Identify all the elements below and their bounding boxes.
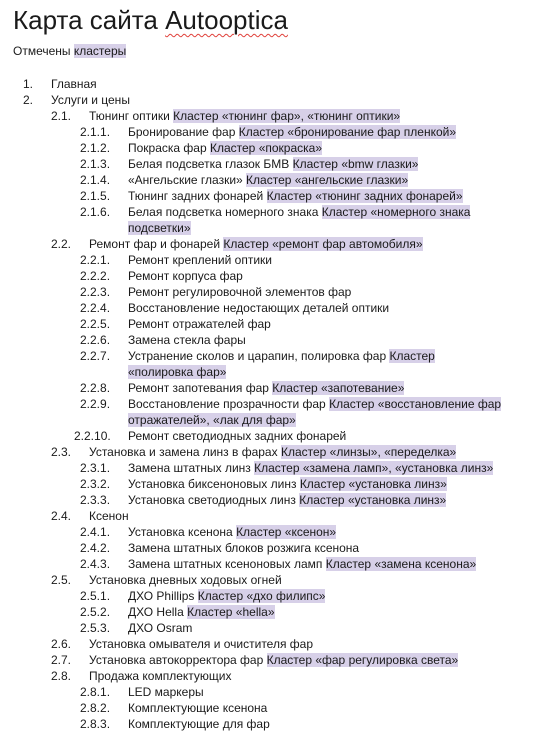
outline-item-number: 2.2.8. — [80, 381, 111, 395]
outline-item — [0, 380, 542, 396]
outline-item-number: 2.1.2. — [80, 141, 111, 155]
outline-item — [0, 588, 542, 604]
cluster-highlight: подсветки» — [128, 221, 191, 235]
outline-item-text — [128, 140, 322, 156]
outline-item-text — [128, 316, 271, 332]
outline-item-text — [89, 572, 282, 588]
outline-item-label: Ремонт фар и фонарей — [89, 237, 221, 251]
outline-item-label: Ремонт корпуса фар — [128, 269, 243, 283]
outline-item-number: 2.1.4. — [80, 173, 111, 187]
outline-item-text — [128, 332, 246, 348]
outline-item — [0, 652, 542, 668]
outline-item-text — [128, 284, 351, 300]
outline-item-label: Бронирование фар — [128, 125, 236, 139]
outline-item — [0, 252, 542, 268]
outline-item-label: Установка омывателя и очистителя фар — [89, 637, 314, 651]
outline-item-text — [128, 348, 435, 364]
outline-item — [0, 572, 542, 588]
outline-item — [0, 556, 542, 572]
outline-item-number: 2.5. — [51, 573, 72, 587]
outline-item-text — [128, 588, 325, 604]
outline-item-number: 2.1.3. — [80, 157, 111, 171]
outline-item-number: 2.1. — [51, 109, 72, 123]
outline-item-number: 2.3.1. — [80, 461, 111, 475]
outline-item-number: 2.8. — [51, 669, 72, 683]
outline-item-text — [128, 620, 192, 636]
outline-item — [0, 284, 542, 300]
outline-item-label: Установка автокорректора фар — [89, 653, 264, 667]
outline-item — [0, 460, 542, 476]
outline-item-label: Замена штатных ксеноновых ламп — [128, 557, 323, 571]
outline-item — [0, 76, 542, 92]
cluster-highlight: Кластер «тюнинг задних фонарей» — [266, 189, 463, 203]
outline-item-text — [128, 124, 456, 140]
outline-item-text — [128, 476, 447, 492]
outline-item-label: Покраска фар — [128, 141, 207, 155]
title-prefix: Карта сайта — [13, 5, 166, 35]
outline-item — [0, 332, 542, 348]
outline-item-label: Ремонт регулировочной элементов фар — [128, 285, 352, 299]
outline-item-text — [89, 236, 423, 252]
outline-item-number: 2.2.7. — [80, 349, 111, 363]
outline-item — [0, 668, 542, 684]
outline-item-text — [128, 364, 226, 380]
outline-item-text — [128, 188, 463, 204]
outline-item-label: Восстановление прозрачности фар — [128, 397, 326, 411]
outline-item-label: Замена стекла фары — [128, 333, 246, 347]
title-brand: Autooptica — [165, 5, 288, 35]
cluster-highlight: Кластер «hella» — [187, 605, 275, 619]
outline-item — [0, 540, 542, 556]
outline-item-text — [128, 300, 389, 316]
outline-item-label: Устранение сколов и царапин, полировка фар — [128, 349, 387, 363]
document-title — [13, 4, 288, 36]
outline-item-label: «Ангельские глазки» — [128, 173, 243, 187]
outline-item-number: 2.1.5. — [80, 189, 111, 203]
outline-item — [0, 604, 542, 620]
outline-item — [0, 236, 542, 252]
outline-item-label: Восстановление недостающих деталей оптики — [128, 301, 390, 315]
outline-item — [0, 124, 542, 140]
outline-item-number: 2.6. — [51, 637, 72, 651]
outline-item-text — [128, 700, 267, 716]
cluster-highlight: Кластер «ремонт фар автомобиля» — [223, 237, 423, 251]
outline-item-label: Комплектующие ксенона — [128, 701, 268, 715]
outline-item-label: ДХО Phillips — [128, 589, 195, 603]
outline-item — [0, 92, 542, 108]
outline-item-text — [128, 156, 418, 172]
outline-item — [0, 268, 542, 284]
outline-item-label: Ремонт светодиодных задних фонарей — [128, 429, 347, 443]
outline-item-text — [128, 556, 476, 572]
outline-item — [0, 188, 542, 204]
cluster-highlight: Кластер «бронирование фар пленкой» — [238, 125, 457, 139]
outline-item-text — [128, 604, 275, 620]
cluster-highlight: Кластер «тюнинг фар», «тюнинг оптики» — [173, 109, 401, 123]
outline-item-text — [89, 636, 313, 652]
outline-item-label: Ремонт креплений оптики — [128, 253, 272, 267]
outline-item-number: 2.2.3. — [80, 285, 111, 299]
outline-item-label: Комплектующие для фар — [128, 717, 270, 731]
outline-item — [0, 396, 542, 412]
outline-item-text — [128, 412, 296, 428]
outline-item-label: Замена штатных блоков розжига ксенона — [128, 541, 360, 555]
outline-item-label: Установка и замена линз в фарах — [89, 445, 278, 459]
outline-item-number: 2.3.2. — [80, 477, 111, 491]
outline-item-text — [128, 252, 272, 268]
outline-item-label: Ремонт запотевания фар — [128, 381, 269, 395]
outline-item-number: 2.2.5. — [80, 317, 111, 331]
outline-item-label: Белая подсветка глазок БМВ — [128, 157, 290, 171]
outline-item-label: Тюнинг оптики — [89, 109, 170, 123]
subtitle-prefix: Отмечены — [13, 44, 74, 58]
cluster-highlight: Кластер «линзы», «переделка» — [280, 445, 457, 459]
outline-item-text — [89, 108, 400, 124]
outline-item-label: Услуги и цены — [51, 93, 130, 107]
outline-item — [0, 636, 542, 652]
outline-item-number: 2.2.6. — [80, 333, 111, 347]
outline-item-label: Тюнинг задних фонарей — [128, 189, 264, 203]
outline-item-number: 2.4.2. — [80, 541, 111, 555]
outline-item — [0, 508, 542, 524]
outline-item-label: Ремонт отражателей фар — [128, 317, 271, 331]
outline-item-label: Главная — [51, 77, 97, 91]
outline-item-number: 2.5.3. — [80, 621, 111, 635]
outline-item — [0, 108, 542, 124]
cluster-highlight: Кластер «ксенон» — [236, 525, 337, 539]
outline-item-number: 2.1.1. — [80, 125, 111, 139]
outline-item-text — [128, 172, 408, 188]
outline-item-label: ДХО Hella — [128, 605, 184, 619]
outline-item — [0, 620, 542, 636]
outline-item — [0, 316, 542, 332]
outline-item-text — [128, 428, 346, 444]
cluster-highlight: Кластер «ангельские глазки» — [246, 173, 409, 187]
outline-item-text — [128, 524, 336, 540]
cluster-highlight: Кластер «фар регулировка света» — [266, 653, 459, 667]
cluster-highlight: Кластер «запотевание» — [272, 381, 405, 395]
outline-item-label: Установка светодиодных линз — [128, 493, 296, 507]
outline-item-number: 2.2.9. — [80, 397, 111, 411]
outline-item-number: 2.2.2. — [80, 269, 111, 283]
outline-item-number: 2.2. — [51, 237, 72, 251]
outline-item-number: 2.5.1. — [80, 589, 111, 603]
cluster-highlight: Кластер «восстановление фар — [329, 397, 502, 411]
outline-item-text — [128, 684, 204, 700]
outline-item-continuation — [0, 220, 542, 236]
cluster-highlight: Кластер «установка линз» — [299, 493, 447, 507]
cluster-highlight: Кластер — [389, 349, 435, 363]
outline-item-number: 2.1.6. — [80, 205, 111, 219]
outline-item — [0, 204, 542, 220]
cluster-highlight: Кластер «дхо филипс» — [197, 589, 326, 603]
outline-item-label: Белая подсветка номерного знака — [128, 205, 319, 219]
outline-item — [0, 348, 542, 364]
outline-item-text — [128, 204, 470, 220]
cluster-highlight: Кластер «замена ламп», «установка линз» — [254, 461, 494, 475]
outline-item-text — [89, 444, 456, 460]
outline-item-label: Замена штатных линз — [128, 461, 251, 475]
outline-item-number: 2.8.1. — [80, 685, 111, 699]
outline-item-number: 2.3.3. — [80, 493, 111, 507]
cluster-highlight: Кластер «номерного знака — [321, 205, 471, 219]
cluster-highlight: Кластер «покраска» — [209, 141, 322, 155]
outline-item-text — [128, 220, 191, 236]
outline-item-text — [89, 508, 129, 524]
outline-item-number: 2.3. — [51, 445, 72, 459]
outline-item-number: 2.4. — [51, 509, 72, 523]
outline-item — [0, 156, 542, 172]
outline-item — [0, 684, 542, 700]
outline-item-text — [128, 380, 404, 396]
cluster-highlight: отражателей», «лак для фар» — [128, 413, 296, 427]
outline-item-text — [89, 652, 458, 668]
outline-item — [0, 428, 542, 444]
outline-item-number: 2.8.3. — [80, 717, 111, 731]
outline-item-text — [51, 92, 130, 108]
outline-item-text — [128, 460, 493, 476]
outline-item-number: 2. — [23, 93, 34, 107]
outline-item — [0, 700, 542, 716]
cluster-highlight: Кластер «bmw глазки» — [292, 157, 419, 171]
outline-item-label: Продажа комплектующих — [89, 669, 232, 683]
outline-item-text — [128, 396, 501, 412]
outline-item-continuation — [0, 364, 542, 380]
outline-item — [0, 444, 542, 460]
outline-item-label: ДХО Osram — [128, 621, 193, 635]
outline-item-label: Установка дневных ходовых огней — [89, 573, 282, 587]
outline-item-label: Установка ксенона — [128, 525, 233, 539]
outline-item-number: 2.2.1. — [80, 253, 111, 267]
outline-item — [0, 172, 542, 188]
outline-item-continuation — [0, 412, 542, 428]
outline-item — [0, 476, 542, 492]
outline-item-text — [128, 540, 359, 556]
outline-item-text — [128, 492, 446, 508]
outline-item-text — [128, 716, 270, 732]
outline-item-label: LED маркеры — [128, 685, 204, 699]
sitemap-outline — [0, 76, 542, 732]
outline-item — [0, 140, 542, 156]
outline-item-number: 2.4.1. — [80, 525, 111, 539]
outline-item-text — [89, 668, 232, 684]
cluster-highlight: Кластер «замена ксенона» — [325, 557, 477, 571]
outline-item-number: 2.4.3. — [80, 557, 111, 571]
outline-item — [0, 492, 542, 508]
outline-item-number: 2.2.10. — [74, 429, 111, 443]
outline-item-number: 1. — [23, 77, 34, 91]
outline-item-number: 2.8.2. — [80, 701, 111, 715]
outline-item-text — [128, 268, 243, 284]
outline-item — [0, 524, 542, 540]
outline-item-label: Установка биксеноновых линз — [128, 477, 297, 491]
outline-item-label: Ксенон — [89, 509, 129, 523]
outline-item — [0, 300, 542, 316]
cluster-highlight: «полировка фар» — [128, 365, 227, 379]
subtitle-highlight: кластеры — [73, 44, 127, 58]
outline-item-text — [51, 76, 97, 92]
subtitle — [13, 43, 126, 59]
cluster-highlight: Кластер «установка линз» — [299, 477, 447, 491]
outline-item-number: 2.7. — [51, 653, 72, 667]
outline-item-number: 2.2.4. — [80, 301, 111, 315]
outline-item-number: 2.5.2. — [80, 605, 111, 619]
outline-item — [0, 716, 542, 732]
